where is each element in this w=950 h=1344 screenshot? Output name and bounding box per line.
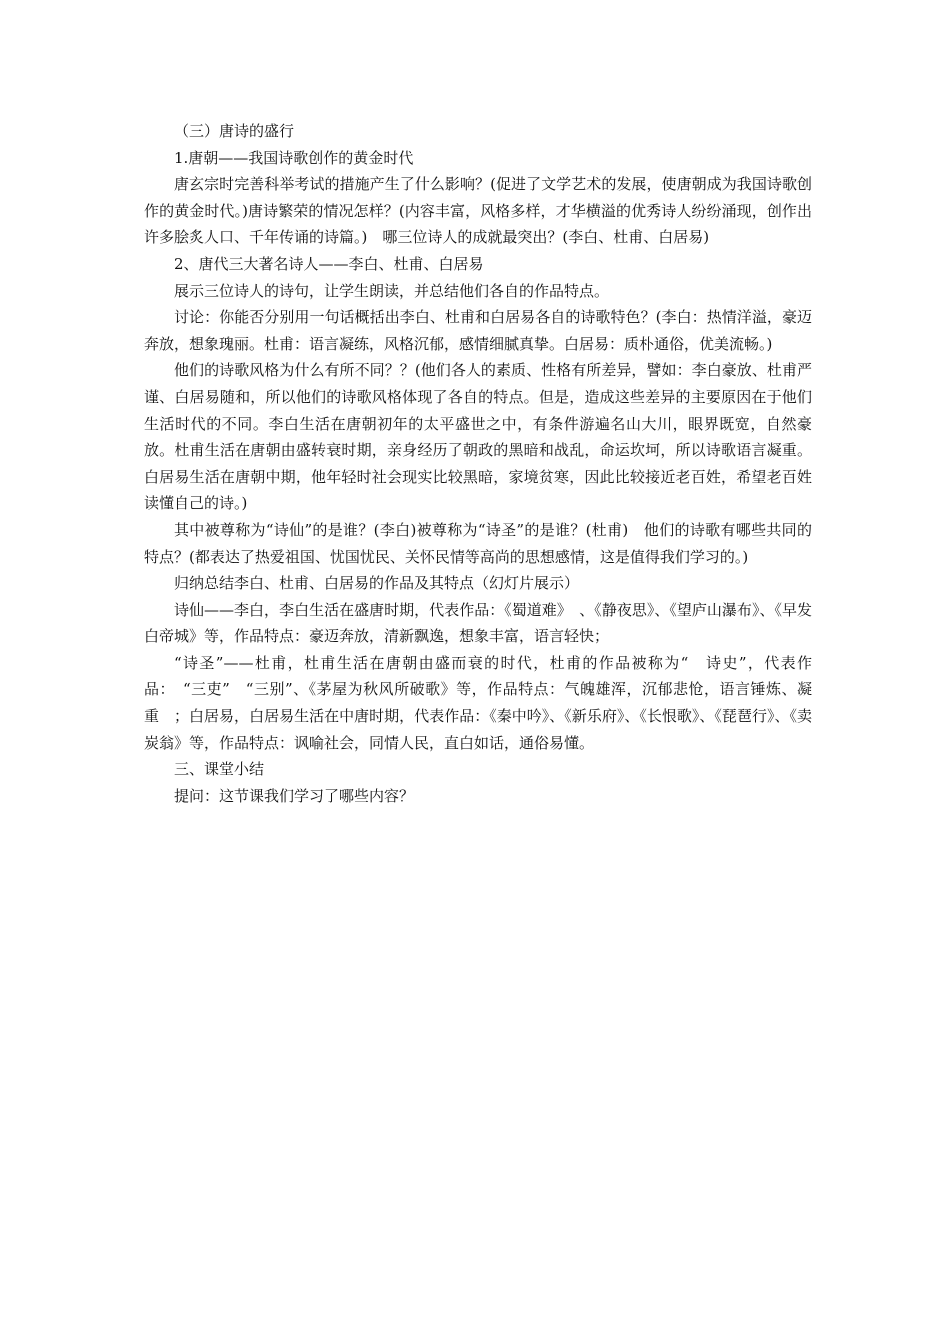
section-heading: 三、课堂小结 (174, 760, 265, 779)
subheading: 1.唐朝——我国诗歌创作的黄金时代 (174, 148, 414, 167)
paragraph: 诗仙——李白，李白生活在盛唐时期，代表作品：《蜀道难》 、《静夜思》、《望庐山瀑布》、《早发白帝城》等，作品特点：豪迈奔放，清新飘逸，想象丰富，语言轻快； (144, 600, 812, 646)
section-heading: （三）唐诗的盛行 (174, 122, 295, 140)
paragraph: 提问：这节课我们学习了哪些内容？ (174, 786, 415, 805)
paragraph: 他们的诗歌风格为什么有所不同？？(他们各人的素质、性格有所差异，譬如：李白豪放、杜甫严谨、白居易随和，所以他们的诗歌风格体现了各自的特点。但是，造成这些差异的主要原因在于他们生活时代的不同。李白生活在唐朝初年的太平盛世之中，有条件游遍名山大川，眼界既宽，自然豪放。杜甫生活在唐朝由盛转衰时期，亲身经历了朝政的黑暗和战乱，命运坎坷，所以诗歌语言凝重。白居易生活在唐朝中期，他年轻时社会现实比较黑暗，家境贫寒，因此比较接近老百姓，希望老百姓读懂自己的诗。) (144, 361, 812, 513)
paragraph: “诗圣”——杜甫，杜甫生活在唐朝由盛而衰的时代，杜甫的作品被称为“ 诗史”，代表作品： “三吏” “三别”、《茅屋为秋风所破歌》等，作品特点：气魄雄浑，沉郁悲怆，语言锤炼、凝重 ；白居易，白居易生活在中唐时期，代表作品：《秦中吟》、《新乐府》、《长恨歌》、《琵琶行》、《卖炭翁》等，作品特点：讽喻社会，同情人民，直白如话，通俗易懂。 (144, 653, 812, 752)
document-body (144, 118, 812, 809)
paragraph: 归纳总结李白、杜甫、白居易的作品及其特点（幻灯片展示） (174, 574, 580, 593)
paragraph: 其中被尊称为“诗仙”的是谁？(李白)被尊称为“诗圣”的是谁？(杜甫) 他们的诗歌有哪些共同的特点？(都表达了热爱祖国、忧国忧民、关怀民情等高尚的思想感情，这是值得我们学习的。) (144, 520, 812, 566)
paragraph: 展示三位诗人的诗句，让学生朗读，并总结他们各自的作品特点。 (174, 281, 610, 300)
subheading: 2、唐代三大著名诗人——李白、杜甫、白居易 (174, 254, 484, 273)
paragraph: 讨论：你能否分别用一句话概括出李白、杜甫和白居易各自的诗歌特色？(李白：热情洋溢，豪迈奔放，想象瑰丽。杜甫：语言凝练，风格沉郁，感情细腻真挚。白居易：质朴通俗，优美流畅。) (144, 308, 812, 353)
paragraph: 唐玄宗时完善科举考试的措施产生了什么影响？(促进了文学艺术的发展，使唐朝成为我国诗歌创作的黄金时代。)唐诗繁荣的情况怎样？(内容丰富，风格多样，才华横溢的优秀诗人纷纷涌现，创作出许多脍炙人口、千年传诵的诗篇。) 哪三位诗人的成就最突出？(李白、杜甫、白居易) (144, 175, 812, 247)
